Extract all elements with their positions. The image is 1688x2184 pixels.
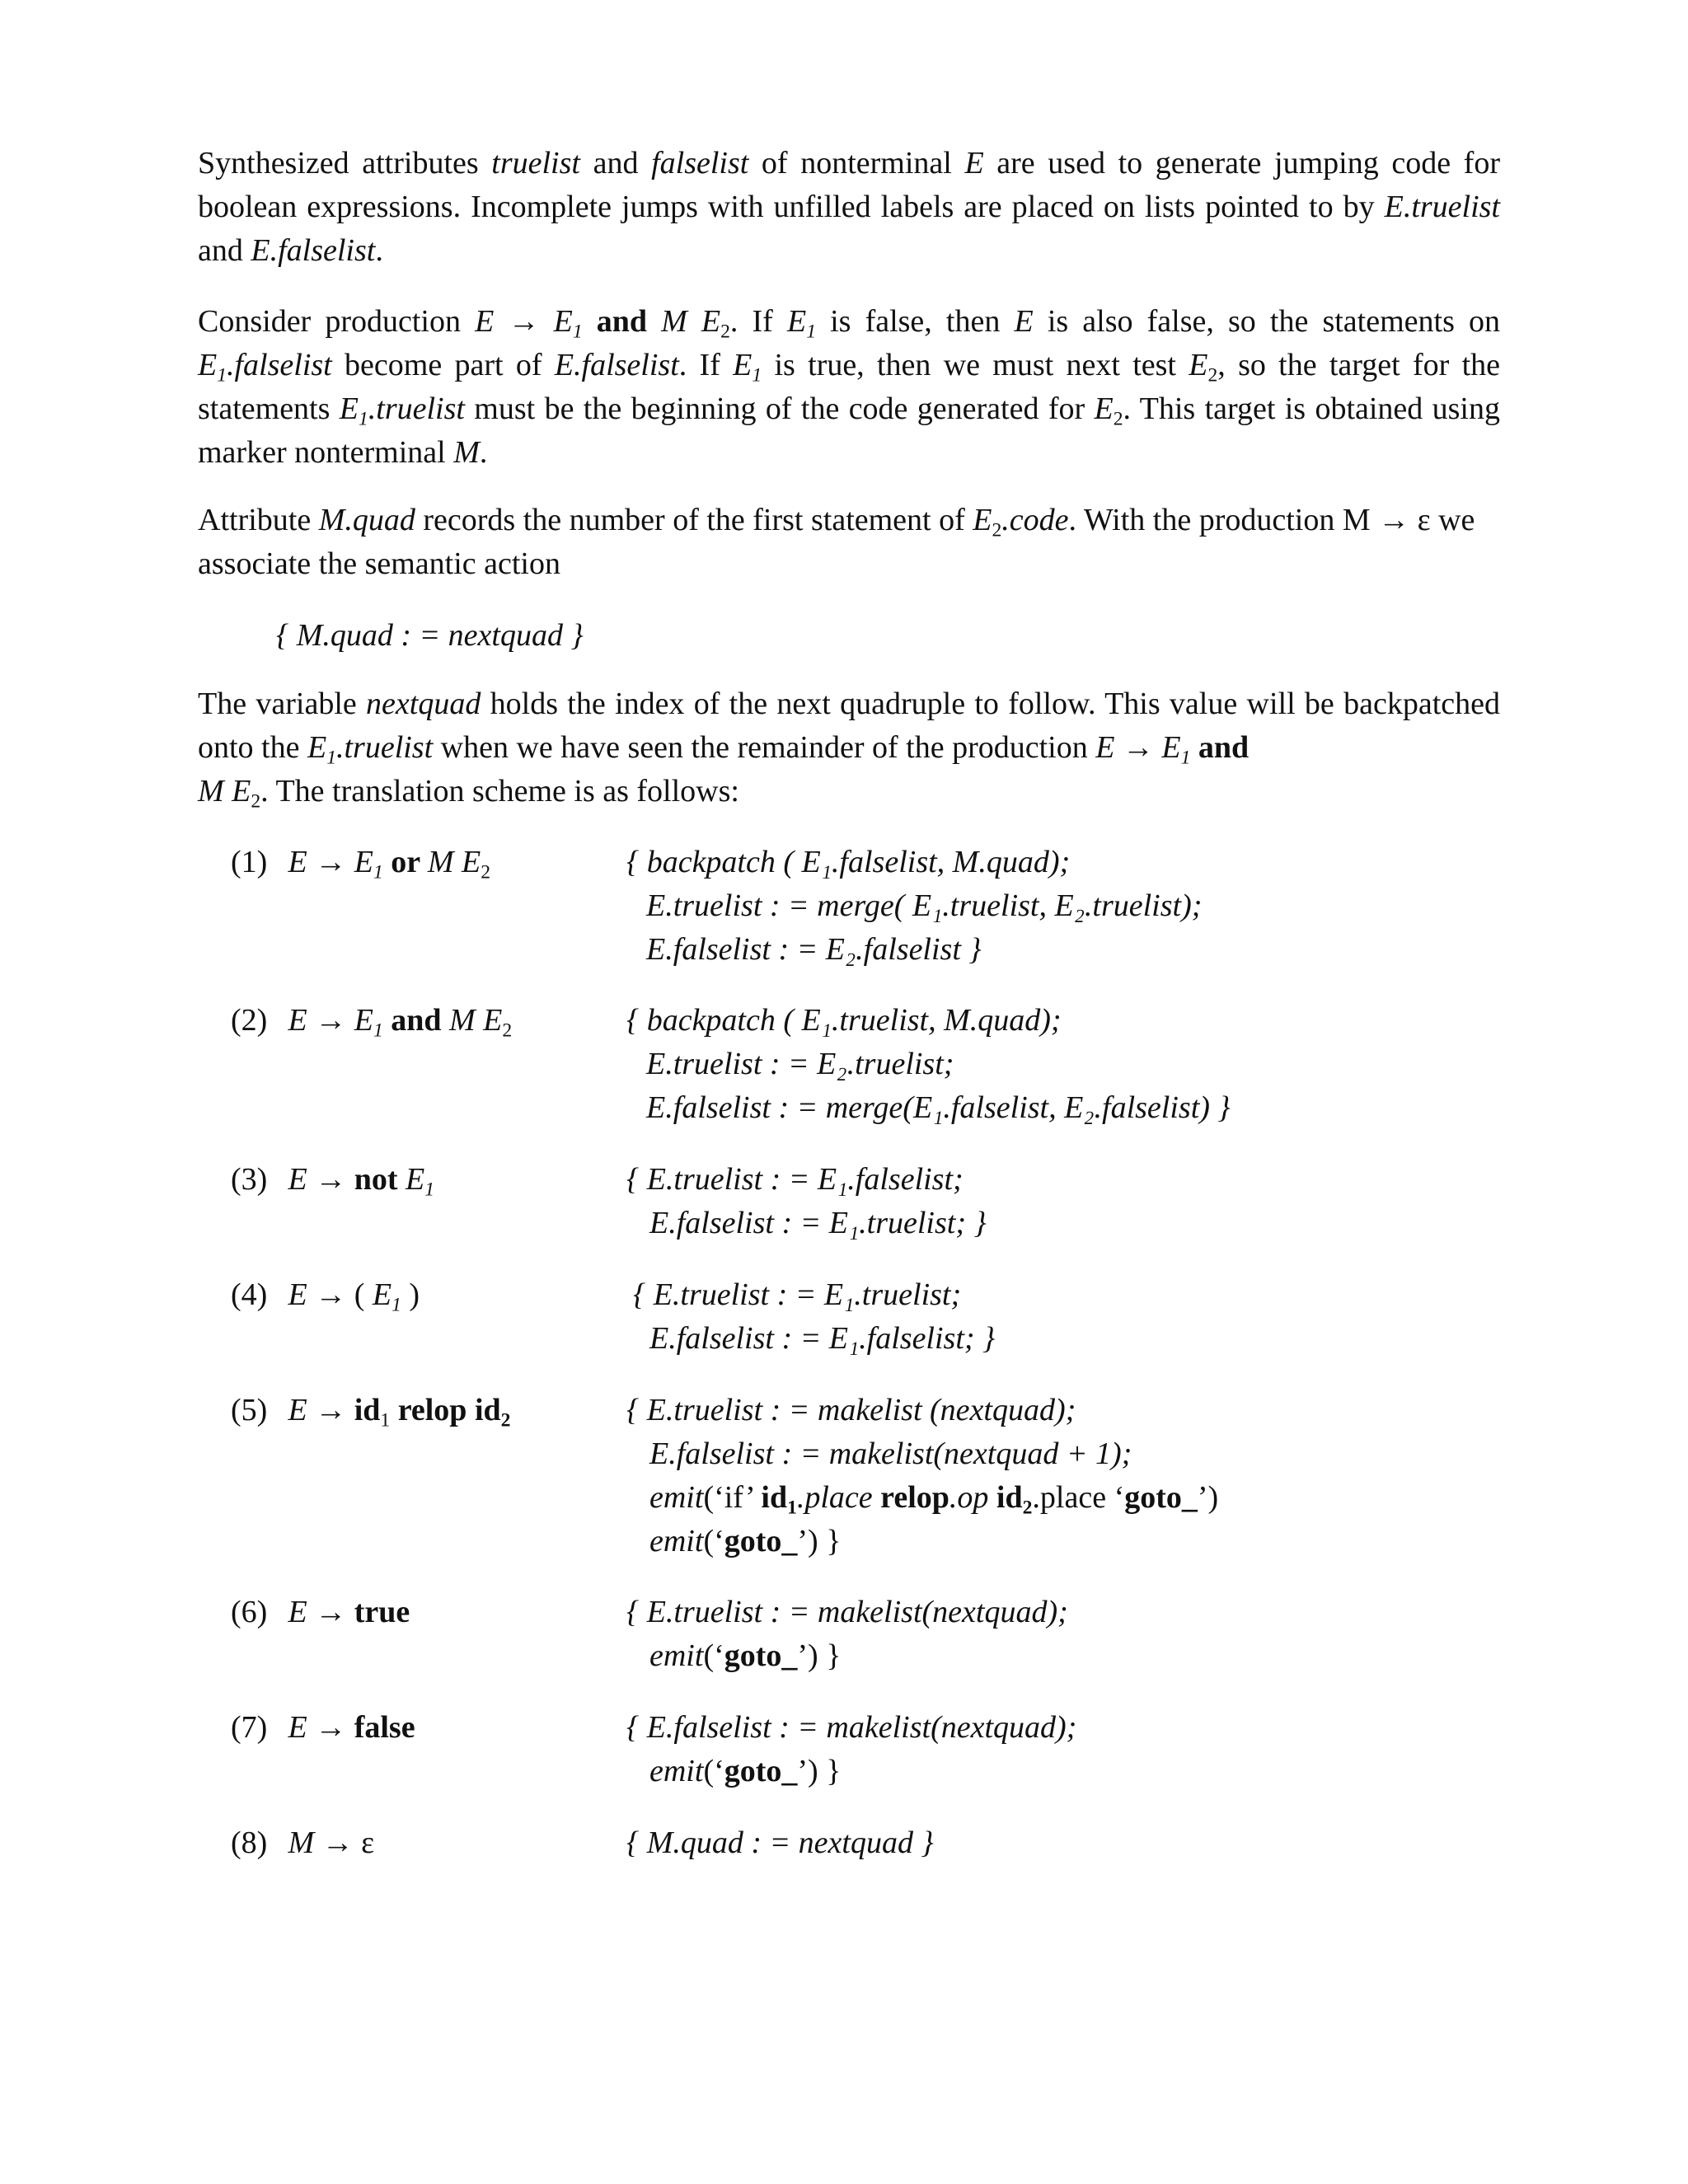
rule-7-emit-goto: emit(‘goto_’) }: [649, 1754, 842, 1788]
and-production-paragraph: Consider production $E \to E_1$ and M $E_2$. If $E_1$ is false, then E is also false, so the statements on $E_1.falselist$ become part of E.falselist. If $E_1$ is true, then we must next test $E_2$, so the target for the statements $E_1.truelist$ must be the beginning of the code generated for $E_2$. This target is obtained using marker nonterminal M.: [198, 304, 1501, 470]
rule-2-production: (2) $E \to E_1$ and M $E_2$: [231, 1003, 513, 1042]
rule-5-production: (5) $E \to id_1$ relop $id_2$: [231, 1393, 511, 1432]
rule-7-action: { E.falselist : = makelist(nextquad); emit(‘goto_’) }: [626, 1706, 1076, 1793]
nextquad-paragraph: The variable nextquad holds the index of the next quadruple to follow. This value will be backpatched onto the $E_1.truelist$ when we have seen the remainder of the production $E \to E_1$ and M $E_2$. The translation scheme is as follows:: [198, 687, 1500, 813]
intro-paragraph: Synthesized attributes truelist and falselist of nonterminal E are used to generate jumping code for boolean expressions. Incomplete jumps with unfilled labels are placed on lists pointed to by E.truelist and E.falselist.: [198, 146, 1500, 268]
rule-7-production: (7) E → false: [231, 1710, 415, 1745]
rule-3: [231, 1158, 1632, 1240]
rule-3-production: (3) E → not $E_1$: [231, 1162, 435, 1201]
rule-6-action: { E.truelist : = makelist(nextquad); emit(‘goto_’) }: [626, 1591, 1068, 1678]
mquad-paragraph: Attribute M.quad records the number of the first statement of $E_2.code$. With the production M → ε we associate the semantic action: [198, 503, 1475, 581]
rule-8-action: { M.quad : = nextquad }: [626, 1825, 934, 1860]
rule-4: [231, 1273, 1632, 1356]
rule-2-action: { backpatch ( E₁.truelist, M.quad); E.truelist : = E₂.truelist; E.falselist : = merge(E₁.falselist, E₂.falselist) }: [626, 1003, 1231, 1125]
rule-5-action: { E.truelist : = makelist (nextquad); E.falselist : = makelist(nextquad + 1); emit(‘if’ $id_1.place$ relop.op $id_2.place$ ‘goto_’) emit(‘goto_’) }: [626, 1389, 1218, 1563]
rule-2: [231, 999, 1632, 1125]
rule-6-emit-goto: emit(‘goto_’) }: [649, 1638, 842, 1673]
rule-8-production: (8) M → ε: [231, 1825, 375, 1860]
rule-5-emit-if: emit(‘if’ $id_1.place$ relop.op $id_2.place$ ‘goto_’): [649, 1480, 1219, 1519]
rule-3-action: { E.truelist : = E₁.falselist; E.falselist : = E₁.truelist; }: [626, 1162, 987, 1240]
rule-5-emit-goto: emit(‘goto_’) }: [649, 1524, 842, 1558]
rule-4-action: { E.truelist : = E₁.truelist; E.falselist : = E₁.falselist; }: [633, 1277, 996, 1356]
rule-5: [231, 1389, 1632, 1558]
rule-8: [231, 1821, 1632, 1860]
semantic-action: { M.quad : = nextquad }: [276, 618, 584, 653]
rule-4-production: (4) E → ( $E_1$ ): [231, 1277, 420, 1316]
rule-6-production: (6) E → true: [231, 1595, 410, 1629]
rule-7: [231, 1706, 1632, 1788]
rule-1-action: { backpatch ( E₁.falselist, M.quad); E.truelist : = merge( E₁.truelist, E₂.truelist); E.falselist : = E₂.falselist }: [626, 845, 1203, 967]
rule-1-production: (1) $E \to E_1$ or M $E_2$: [231, 845, 491, 883]
